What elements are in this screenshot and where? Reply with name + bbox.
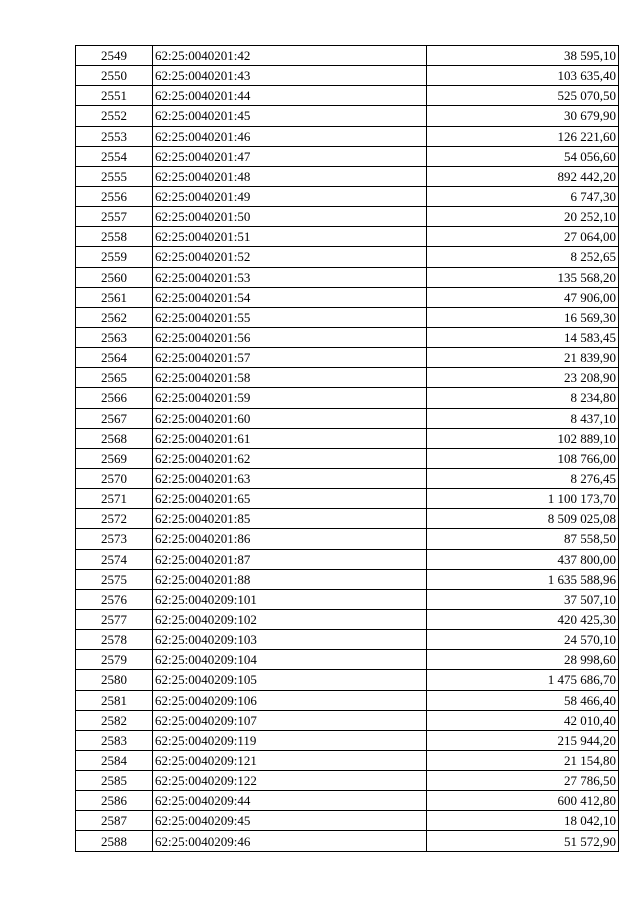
row-number-cell: 2586 (76, 791, 153, 811)
value-cell: 20 252,10 (427, 207, 619, 227)
table-row (76, 509, 619, 529)
value-cell: 126 221,60 (427, 126, 619, 146)
value-cell: 18 042,10 (427, 811, 619, 831)
value-cell: 103 635,40 (427, 66, 619, 86)
cadastral-number-cell: 62:25:0040209:45 (153, 811, 427, 831)
value-cell: 525 070,50 (427, 86, 619, 106)
table-row (76, 670, 619, 690)
value-cell: 892 442,20 (427, 166, 619, 186)
value-cell: 1 475 686,70 (427, 670, 619, 690)
cadastral-number-cell: 62:25:0040209:107 (153, 710, 427, 730)
row-number-cell: 2578 (76, 630, 153, 650)
value-cell: 600 412,80 (427, 791, 619, 811)
row-number-cell: 2551 (76, 86, 153, 106)
cadastral-number-cell: 62:25:0040209:46 (153, 831, 427, 851)
value-cell: 420 425,30 (427, 609, 619, 629)
row-number-cell: 2569 (76, 448, 153, 468)
row-number-cell: 2564 (76, 348, 153, 368)
cadastral-number-cell: 62:25:0040209:104 (153, 650, 427, 670)
value-cell: 135 568,20 (427, 267, 619, 287)
cadastral-number-cell: 62:25:0040201:45 (153, 106, 427, 126)
row-number-cell: 2553 (76, 126, 153, 146)
table-row (76, 750, 619, 770)
row-number-cell: 2585 (76, 771, 153, 791)
row-number-cell: 2575 (76, 569, 153, 589)
value-cell: 47 906,00 (427, 287, 619, 307)
row-number-cell: 2583 (76, 730, 153, 750)
value-cell: 8 252,65 (427, 247, 619, 267)
row-number-cell: 2581 (76, 690, 153, 710)
table-row (76, 468, 619, 488)
table-row (76, 650, 619, 670)
cadastral-number-cell: 62:25:0040201:57 (153, 348, 427, 368)
cadastral-number-cell: 62:25:0040209:121 (153, 750, 427, 770)
row-number-cell: 2573 (76, 529, 153, 549)
cadastral-number-cell: 62:25:0040209:44 (153, 791, 427, 811)
value-cell: 6 747,30 (427, 186, 619, 206)
row-number-cell: 2587 (76, 811, 153, 831)
cadastral-number-cell: 62:25:0040209:122 (153, 771, 427, 791)
table-row (76, 489, 619, 509)
cadastral-number-cell: 62:25:0040209:105 (153, 670, 427, 690)
row-number-cell: 2579 (76, 650, 153, 670)
table-row (76, 207, 619, 227)
table-row (76, 428, 619, 448)
table-row (76, 609, 619, 629)
row-number-cell: 2558 (76, 227, 153, 247)
cadastral-number-cell: 62:25:0040201:63 (153, 468, 427, 488)
table-row (76, 166, 619, 186)
cadastral-number-cell: 62:25:0040209:103 (153, 630, 427, 650)
row-number-cell: 2562 (76, 307, 153, 327)
table-row (76, 831, 619, 851)
row-number-cell: 2584 (76, 750, 153, 770)
table-row (76, 327, 619, 347)
value-cell: 14 583,45 (427, 327, 619, 347)
cadastral-number-cell: 62:25:0040209:101 (153, 589, 427, 609)
cadastral-number-cell: 62:25:0040201:86 (153, 529, 427, 549)
cadastral-number-cell: 62:25:0040201:42 (153, 46, 427, 66)
value-cell: 215 944,20 (427, 730, 619, 750)
value-cell: 27 064,00 (427, 227, 619, 247)
table-row (76, 247, 619, 267)
cadastral-number-cell: 62:25:0040201:44 (153, 86, 427, 106)
table-row (76, 690, 619, 710)
row-number-cell: 2556 (76, 186, 153, 206)
table-row (76, 66, 619, 86)
table-row (76, 730, 619, 750)
row-number-cell: 2560 (76, 267, 153, 287)
cadastral-number-cell: 62:25:0040201:88 (153, 569, 427, 589)
row-number-cell: 2571 (76, 489, 153, 509)
cadastral-number-cell: 62:25:0040201:59 (153, 388, 427, 408)
value-cell: 1 635 588,96 (427, 569, 619, 589)
cadastral-number-cell: 62:25:0040201:51 (153, 227, 427, 247)
table-row (76, 710, 619, 730)
table-row (76, 86, 619, 106)
table-body (76, 46, 619, 852)
row-number-cell: 2555 (76, 166, 153, 186)
table-row (76, 811, 619, 831)
row-number-cell: 2561 (76, 287, 153, 307)
row-number-cell: 2559 (76, 247, 153, 267)
row-number-cell: 2563 (76, 327, 153, 347)
cadastral-number-cell: 62:25:0040201:85 (153, 509, 427, 529)
value-cell: 8 437,10 (427, 408, 619, 428)
cadastral-number-cell: 62:25:0040201:52 (153, 247, 427, 267)
value-cell: 27 786,50 (427, 771, 619, 791)
cadastral-number-cell: 62:25:0040201:54 (153, 287, 427, 307)
row-number-cell: 2570 (76, 468, 153, 488)
table-row (76, 267, 619, 287)
value-cell: 51 572,90 (427, 831, 619, 851)
value-cell: 23 208,90 (427, 368, 619, 388)
cadastral-number-cell: 62:25:0040201:65 (153, 489, 427, 509)
cadastral-number-cell: 62:25:0040201:48 (153, 166, 427, 186)
value-cell: 437 800,00 (427, 549, 619, 569)
cadastral-number-cell: 62:25:0040209:119 (153, 730, 427, 750)
row-number-cell: 2557 (76, 207, 153, 227)
cadastral-number-cell: 62:25:0040201:43 (153, 66, 427, 86)
cadastral-value-table (75, 45, 619, 852)
table-row (76, 106, 619, 126)
table-row (76, 388, 619, 408)
row-number-cell: 2552 (76, 106, 153, 126)
value-cell: 16 569,30 (427, 307, 619, 327)
table-row (76, 287, 619, 307)
row-number-cell: 2572 (76, 509, 153, 529)
table-row (76, 46, 619, 66)
table-row (76, 589, 619, 609)
cadastral-number-cell: 62:25:0040201:50 (153, 207, 427, 227)
value-cell: 108 766,00 (427, 448, 619, 468)
value-cell: 37 507,10 (427, 589, 619, 609)
value-cell: 87 558,50 (427, 529, 619, 549)
row-number-cell: 2574 (76, 549, 153, 569)
row-number-cell: 2576 (76, 589, 153, 609)
table-row (76, 771, 619, 791)
row-number-cell: 2566 (76, 388, 153, 408)
row-number-cell: 2565 (76, 368, 153, 388)
row-number-cell: 2568 (76, 428, 153, 448)
row-number-cell: 2577 (76, 609, 153, 629)
value-cell: 58 466,40 (427, 690, 619, 710)
cadastral-number-cell: 62:25:0040201:47 (153, 146, 427, 166)
cadastral-number-cell: 62:25:0040201:49 (153, 186, 427, 206)
row-number-cell: 2554 (76, 146, 153, 166)
cadastral-number-cell: 62:25:0040209:102 (153, 609, 427, 629)
value-cell: 8 234,80 (427, 388, 619, 408)
table-row (76, 569, 619, 589)
row-number-cell: 2550 (76, 66, 153, 86)
table-row (76, 448, 619, 468)
table-row (76, 791, 619, 811)
value-cell: 21 839,90 (427, 348, 619, 368)
table-row (76, 408, 619, 428)
cadastral-number-cell: 62:25:0040209:106 (153, 690, 427, 710)
value-cell: 1 100 173,70 (427, 489, 619, 509)
value-cell: 21 154,80 (427, 750, 619, 770)
row-number-cell: 2582 (76, 710, 153, 730)
table-row (76, 186, 619, 206)
cadastral-number-cell: 62:25:0040201:87 (153, 549, 427, 569)
cadastral-number-cell: 62:25:0040201:53 (153, 267, 427, 287)
value-cell: 28 998,60 (427, 650, 619, 670)
cadastral-number-cell: 62:25:0040201:61 (153, 428, 427, 448)
table-row (76, 146, 619, 166)
cadastral-number-cell: 62:25:0040201:46 (153, 126, 427, 146)
cadastral-number-cell: 62:25:0040201:56 (153, 327, 427, 347)
table-row (76, 348, 619, 368)
row-number-cell: 2580 (76, 670, 153, 690)
value-cell: 8 509 025,08 (427, 509, 619, 529)
table-row (76, 529, 619, 549)
value-cell: 8 276,45 (427, 468, 619, 488)
table-row (76, 549, 619, 569)
cadastral-number-cell: 62:25:0040201:60 (153, 408, 427, 428)
value-cell: 102 889,10 (427, 428, 619, 448)
value-cell: 38 595,10 (427, 46, 619, 66)
value-cell: 30 679,90 (427, 106, 619, 126)
cadastral-number-cell: 62:25:0040201:62 (153, 448, 427, 468)
table-row (76, 368, 619, 388)
value-cell: 42 010,40 (427, 710, 619, 730)
cadastral-number-cell: 62:25:0040201:55 (153, 307, 427, 327)
table-row (76, 630, 619, 650)
row-number-cell: 2588 (76, 831, 153, 851)
table-row (76, 227, 619, 247)
cadastral-number-cell: 62:25:0040201:58 (153, 368, 427, 388)
table-row (76, 307, 619, 327)
value-cell: 24 570,10 (427, 630, 619, 650)
row-number-cell: 2549 (76, 46, 153, 66)
row-number-cell: 2567 (76, 408, 153, 428)
table-row (76, 126, 619, 146)
value-cell: 54 056,60 (427, 146, 619, 166)
